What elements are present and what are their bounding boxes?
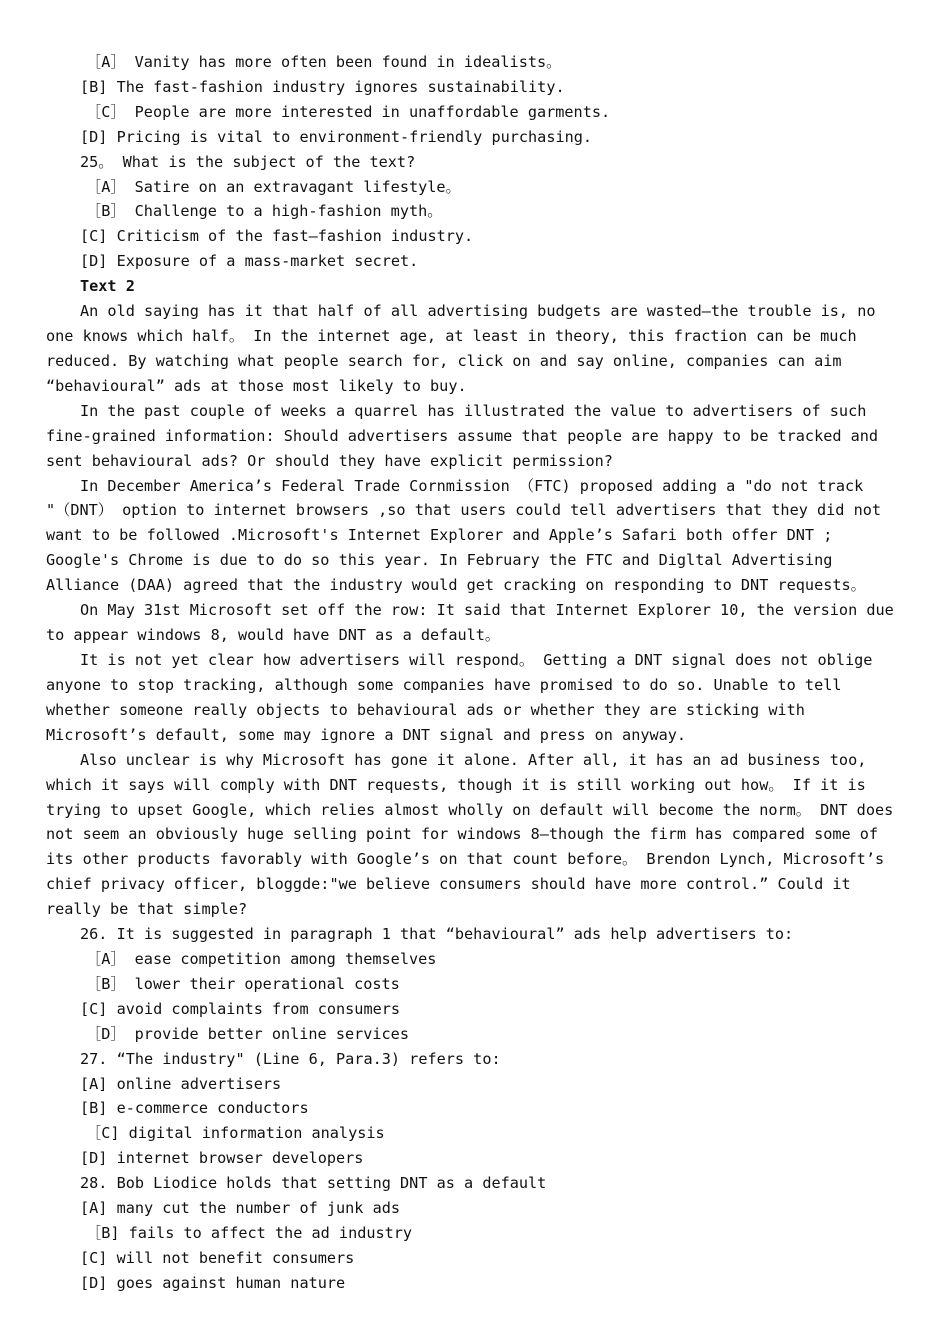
q27-option-b: [B] e-commerce conductors bbox=[80, 1099, 309, 1118]
q28-option-c: [C] will not benefit consumers bbox=[80, 1248, 355, 1267]
q26-block bbox=[46, 922, 906, 1047]
q27-question: 27. “The industry" (Line 6, Para.3) refers to: bbox=[80, 1049, 501, 1068]
q28-option-d: [D] goes against human nature bbox=[80, 1273, 346, 1292]
q24-options bbox=[46, 50, 906, 150]
text2-paragraph-6: Also unclear is why Microsoft has gone it alone. After all, it has an ad business too, which it says will comply with DNT requests, though it is still working out how。 If it is trying to upset Google, which relies almost wholly on default will become the norm。 DNT does not seem an obviously huge selling point for windows 8—though the firm has compared some of its other products favorably with Google’s on that count before。 Brendon Lynch, Microsoft’s chief privacy officer, bloggde:"we believe consumers should have more control.” Could it really be that simple? bbox=[46, 750, 894, 919]
text2-paragraph-3: In December America’s Federal Trade Cornmission （FTC) proposed adding a "do not track "（DNT） option to internet browsers ,so that users could tell advertisers that they did not want to be followed .Microsoft's Internet Explorer and Apple’s Safari both offer DNT ; Google's Chrome is due to do so this year. In February the FTC and Digltal Advertising Alliance (DAA) agreed that the industry would get cracking on responding to DNT requests。 bbox=[46, 476, 882, 595]
q26-option-b: ［B］ lower their operational costs bbox=[86, 974, 400, 993]
q25-block bbox=[46, 150, 906, 275]
q28-question: 28. Bob Liodice holds that setting DNT as a default bbox=[80, 1174, 547, 1193]
q27-block bbox=[46, 1047, 906, 1172]
q28-option-a: [A] many cut the number of junk ads bbox=[80, 1199, 401, 1218]
q24-option-b: [B] The fast-fashion industry ignores sustainability. bbox=[80, 77, 565, 96]
text2-paragraph-2: In the past couple of weeks a quarrel has illustrated the value to advertisers of such fine-grained information: Should advertisers assume that people are happy to be tracked and sent behavioural ads? Or should they have explicit permission? bbox=[46, 401, 879, 470]
text2-paragraph-4: On May 31st Microsoft set off the row: It said that Internet Explorer 10, the version due to appear windows 8, would have DNT as a default。 bbox=[46, 601, 894, 645]
q25-option-c: [C] Criticism of the fast—fashion industry. bbox=[80, 227, 474, 246]
document-page bbox=[46, 50, 906, 1296]
text2-section bbox=[46, 274, 906, 922]
q26-option-a: ［A］ ease competition among themselves bbox=[86, 950, 437, 969]
q24-option-d: [D] Pricing is vital to environment-friendly purchasing. bbox=[80, 127, 593, 146]
text2-paragraph-1: An old saying has it that half of all advertising budgets are wasted—the trouble is, no one knows which half。 In the internet age, at least in theory, this fraction can be much reduced. By watching what people search for, click on and say online, companies can aim “behavioural” ads at those most likely to buy. bbox=[46, 302, 876, 395]
q25-option-d: [D] Exposure of a mass-market secret. bbox=[80, 252, 419, 271]
q28-option-b: ［B] fails to affect the ad industry bbox=[86, 1223, 413, 1242]
q27-option-d: [D] internet browser developers bbox=[80, 1149, 364, 1168]
q26-question: 26. It is suggested in paragraph 1 that “behavioural” ads help advertisers to: bbox=[80, 925, 794, 944]
q24-option-a: ［A］ Vanity has more often been found in idealists。 bbox=[86, 53, 562, 71]
text2-heading: Text 2 bbox=[80, 277, 135, 296]
q26-option-d: ［D］ provide better online services bbox=[86, 1024, 409, 1043]
q27-option-c: ［C] digital information analysis bbox=[86, 1124, 385, 1143]
q25-option-b: ［B］ Challenge to a high-fashion myth。 bbox=[86, 202, 443, 221]
text2-paragraph-5: It is not yet clear how advertisers will respond。 Getting a DNT signal does not oblige anyone to stop tracking, although some companies have promised to do so. Unable to tell whether someone really objects to behavioural ads or whether they are sticking with Microsoft’s default, some may ignore a DNT signal and press on anyway. bbox=[46, 650, 873, 744]
q25-question: 25。 What is the subject of the text? bbox=[80, 152, 416, 171]
q25-option-a: ［A］ Satire on an extravagant lifestyle。 bbox=[86, 177, 461, 196]
q27-option-a: [A] online advertisers bbox=[80, 1074, 282, 1093]
q28-block bbox=[46, 1171, 906, 1296]
q24-option-c: ［C］ People are more interested in unaffordable garments. bbox=[86, 102, 611, 121]
q26-option-c: [C] avoid complaints from consumers bbox=[80, 999, 401, 1018]
